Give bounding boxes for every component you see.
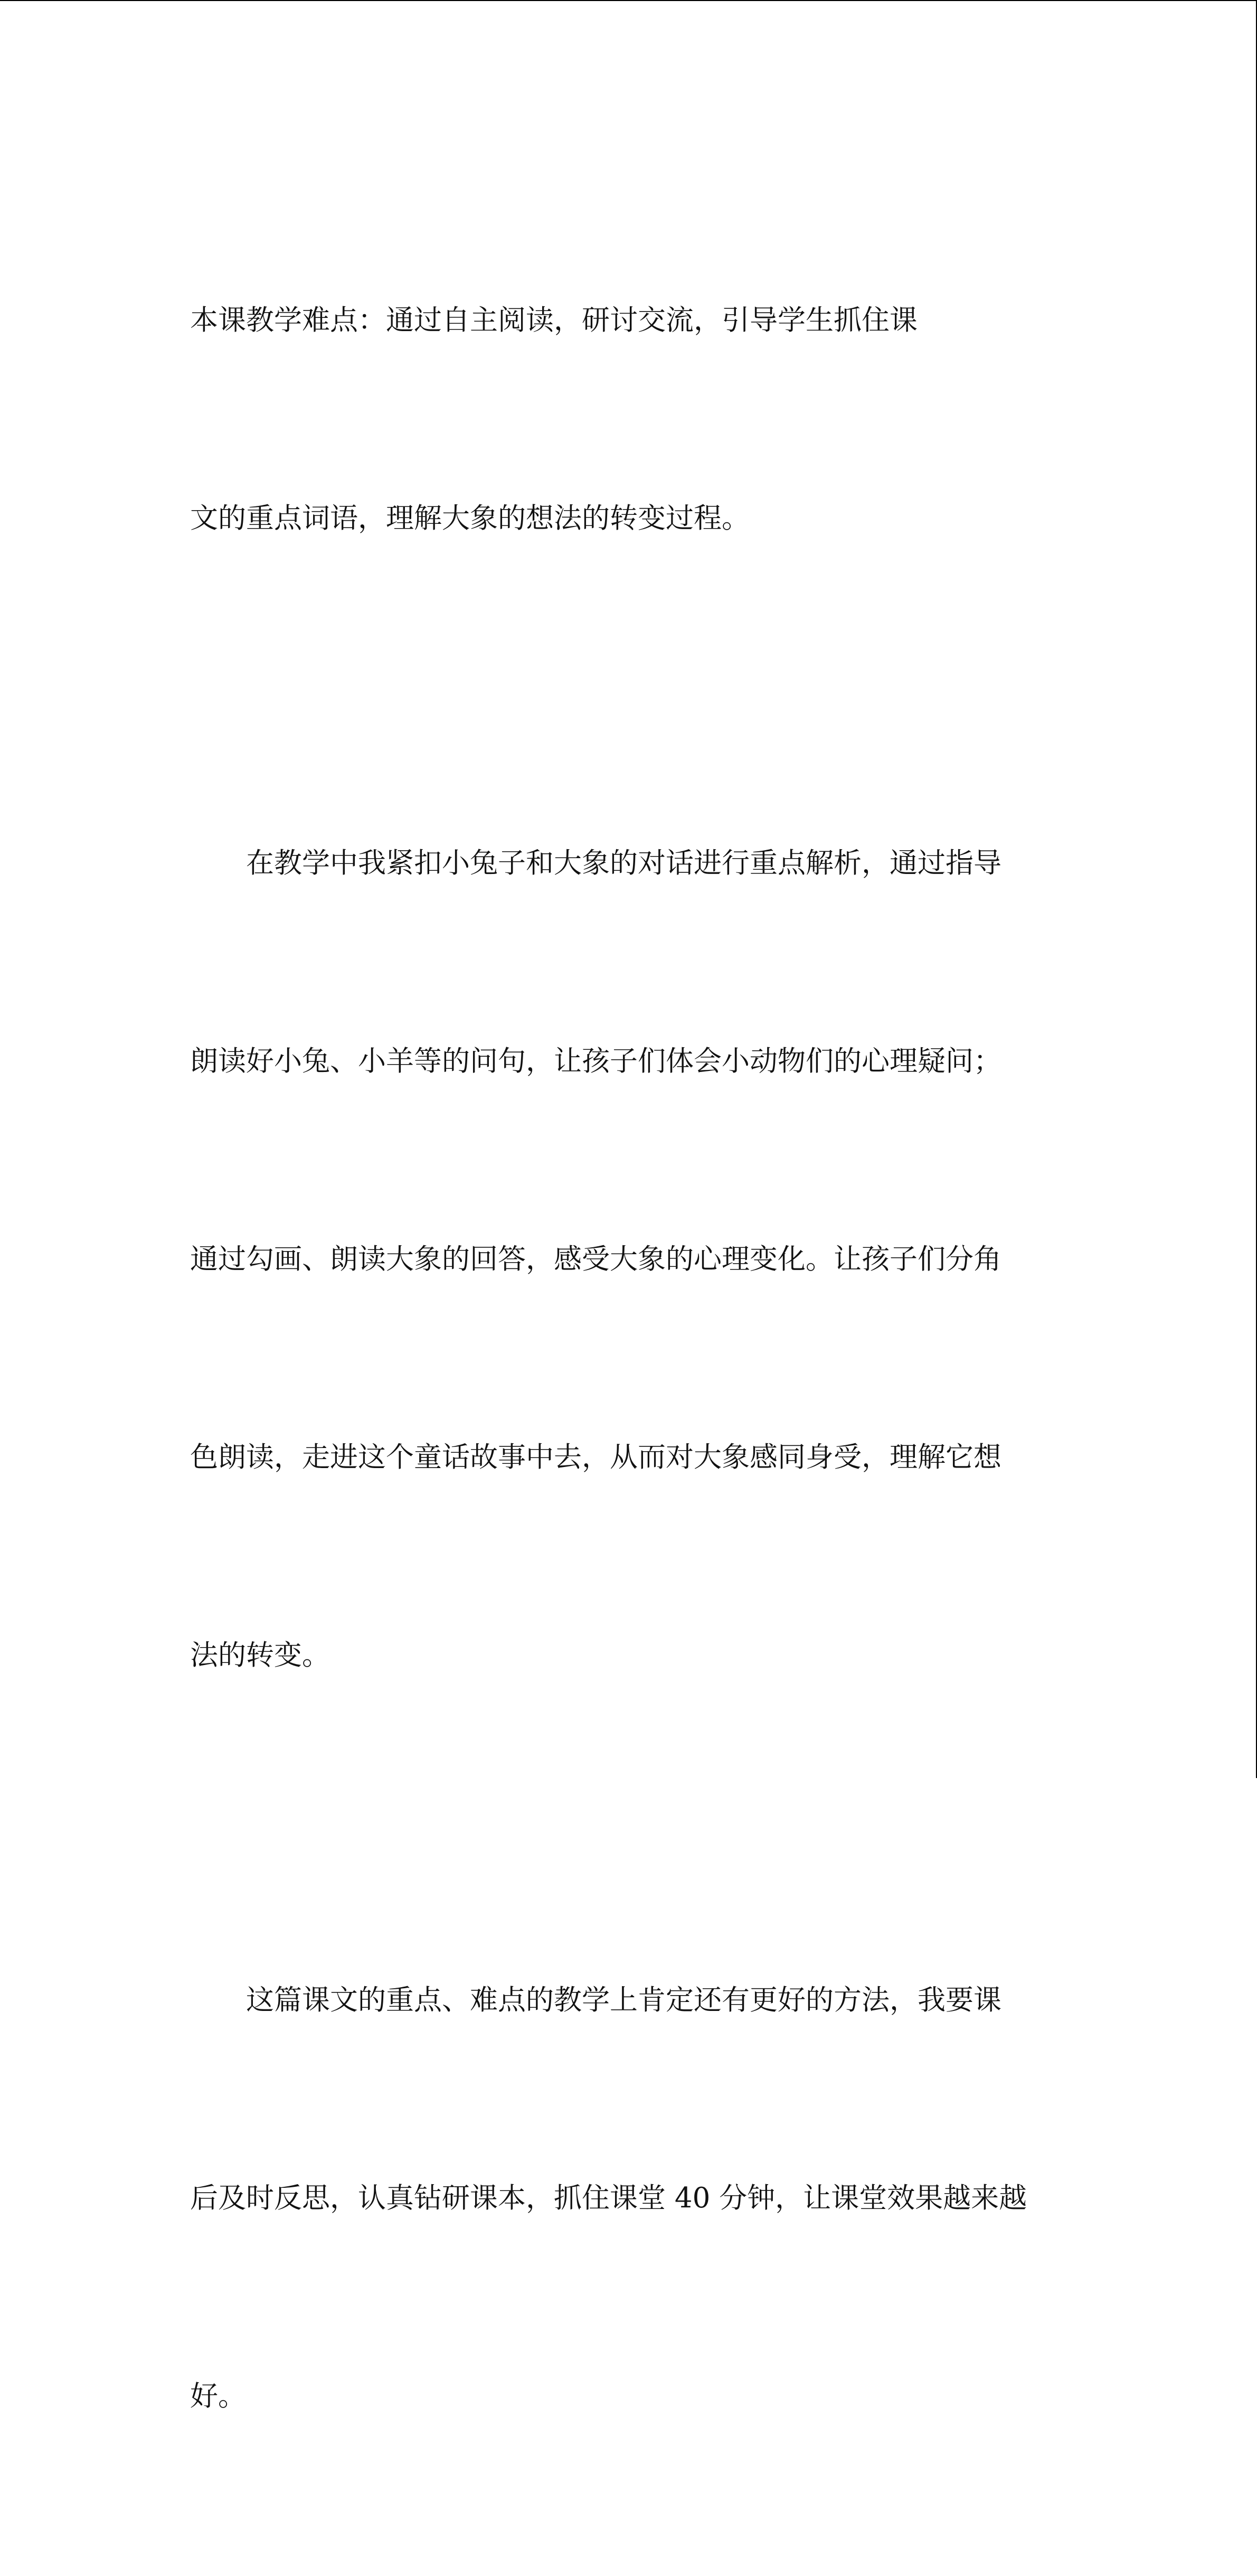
paragraph-difficulty	[190, 155, 1066, 683]
text-line: 本课教学难点：通过自主阅读，研讨交流，引导学生抓住课	[190, 304, 918, 336]
text-line: 朗读好小兔、小羊等的问句，让孩子们体会小动物们的心理疑问；	[190, 1045, 1001, 1077]
text-line: 法的转变。	[190, 1639, 330, 1671]
paragraph-reflection	[190, 1835, 1066, 2561]
paragraph-teaching	[190, 698, 1066, 1820]
text-line: 这篇课文的重点、难点的教学上肯定还有更好的方法，我要课	[190, 1984, 1001, 2016]
text-line: 色朗读，走进这个童话故事中去，从而对大象感同身受，理解它想	[190, 1441, 1001, 1473]
document-body	[190, 155, 1066, 2576]
text-line: 好。	[190, 2380, 246, 2412]
text-line: 文的重点词语，理解大象的想法的转变过程。	[190, 502, 750, 534]
text-line: 在教学中我紧扣小兔子和大象的对话进行重点解析，通过指导	[190, 847, 1001, 879]
text-line: 通过勾画、朗读大象的回答，感受大象的心理变化。让孩子们分角	[190, 1243, 1001, 1275]
text-line: 后及时反思，认真钻研课本，抓住课堂 40 分钟，让课堂效果越来越	[190, 2182, 1027, 2214]
